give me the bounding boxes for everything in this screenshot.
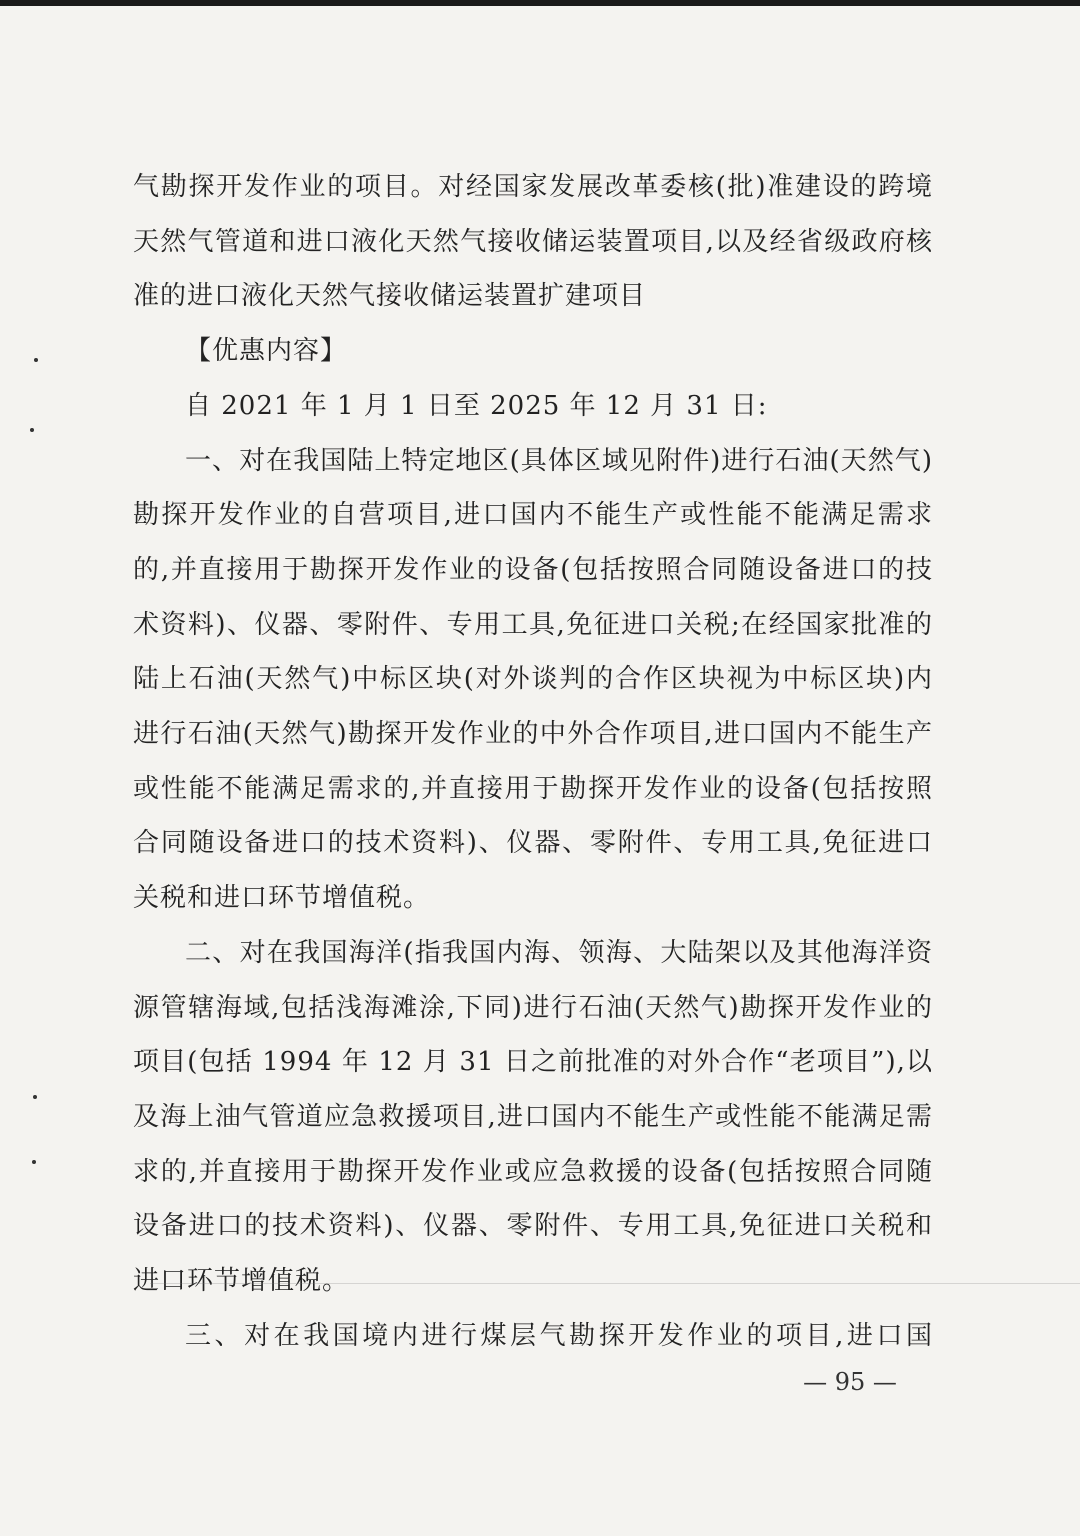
paragraph-item-1: 一、对在我国陆上特定地区(具体区域见附件)进行石油(天然气)勘探开发作业的自营项目,进口国内不能生产或性能不能满足需求的,并直接用于勘探开发作业的设备(包括按照合同随设备进口的技术资料)、仪器、零附件、专用工具,免征进口关税;在经国家批准的陆上石油(天然气)中标区块(对外谈判的合作区块视为中标区块)内进行石油(天然气)勘探开发作业的中外合作项目,进口国内不能生产或性能不能满足需求的,并直接用于勘探开发作业的设备(包括按照合同随设备进口的技术资料)、仪器、零附件、专用工具,免征进口关税和进口环节增值税。: [133, 445, 933, 914]
paragraph-item-3: 三、对在我国境内进行煤层气勘探开发作业的项目,进口国: [185, 1320, 933, 1351]
document-body: [133, 160, 933, 1363]
scan-speck: [34, 358, 38, 362]
scan-speck: [32, 1160, 36, 1164]
paragraph-item-2: 二、对在我国海洋(指我国内海、领海、大陆架以及其他海洋资源管辖海域,包括浅海滩涂,下同)进行石油(天然气)勘探开发作业的项目(包括 1994 年 12 月 31 日之前批准的对外合作“老项目”),以及海上油气管道应急救援项目,进口国内不能生产或性能不能满足需求的,并直接用于勘探开发作业或应急救援的设备(包括按照合同随设备进口的技术资料)、仪器、零附件、专用工具,免征进口关税和进口环节增值税。: [133, 937, 933, 1297]
scan-speck: [30, 428, 34, 432]
scan-top-edge: [0, 0, 1080, 6]
effective-period: 自 2021 年 1 月 1 日至 2025 年 12 月 31 日:: [185, 390, 768, 421]
page-number: — 95 —: [803, 1368, 897, 1396]
paragraph-continuation: 气勘探开发作业的项目。对经国家发展改革委核(批)准建设的跨境天然气管道和进口液化天然气接收储运装置项目,以及经省级政府核准的进口液化天然气接收储运装置扩建项目: [133, 172, 933, 312]
section-heading-preferential-content: 【优惠内容】: [185, 336, 348, 367]
scan-artifact-line: [150, 1283, 1080, 1284]
scan-speck: [33, 1095, 37, 1099]
